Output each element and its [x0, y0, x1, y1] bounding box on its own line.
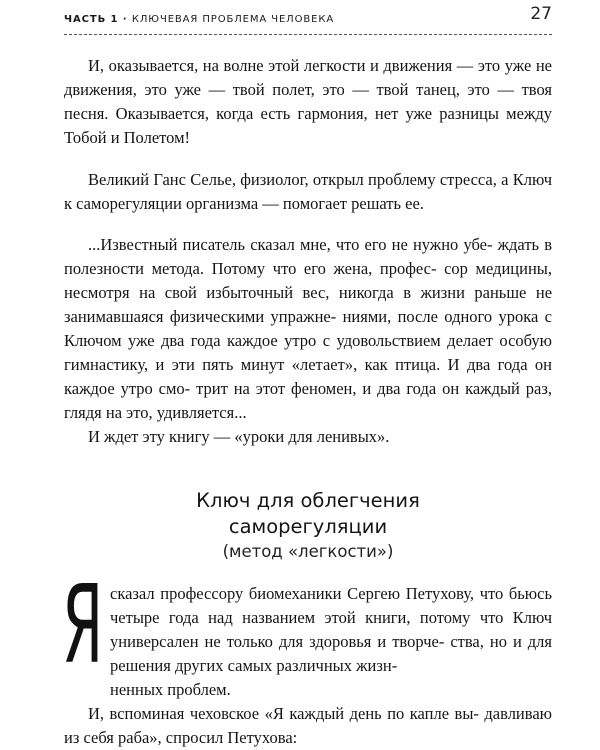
paragraph-text — [110, 582, 552, 678]
line: что Ключ универсален не только для здоровья и творче- — [110, 608, 553, 651]
line: утро с удовольствием делает особую гимнастику, и эти пять — [64, 331, 552, 374]
section-paragraph-1-wrapped — [110, 582, 552, 678]
line: это уже не движения, это уже — твой полет, это — твой — [64, 56, 552, 99]
paragraph-3 — [64, 233, 552, 449]
paragraph-2 — [64, 168, 552, 216]
line: ненных проблем. — [110, 680, 231, 699]
line: ниями, после одного урока с Ключом уже два года каждое — [64, 307, 552, 350]
section-heading — [64, 488, 552, 564]
paragraph-text — [64, 233, 552, 425]
page-number: 27 — [530, 4, 552, 24]
paragraph-text — [64, 702, 552, 750]
line: И ждет эту книгу — «уроки для ленивых». — [88, 427, 390, 446]
line: бьюсь четыре года над названием этой книги, потому — [110, 584, 552, 627]
line: ства, но и для решения других самых различных жизн- — [110, 632, 553, 675]
line: давливаю из себя раба», спросил Петухова: — [64, 704, 552, 747]
paragraph-text — [110, 678, 552, 702]
line: И, вспоминая чеховское «Я каждый день по капле вы- — [88, 704, 479, 723]
line: ждать в полезности метода. Потому что его жена, профес- — [64, 235, 552, 278]
line: Великий Ганс Селье, физиолог, открыл проблему стресса, — [88, 170, 497, 189]
line: минут «летает», как птица. И два года он каждое утро смо- — [64, 355, 552, 398]
part-label: ЧАСТЬ 1 — [64, 14, 119, 25]
drop-cap: Я — [62, 563, 104, 688]
line: ...Известный писатель сказал мне, что его не нужно убе- — [88, 235, 493, 254]
paragraph-text — [64, 168, 552, 216]
section-title-line2: саморегуляции — [228, 515, 388, 538]
line: И, оказывается, на волне этой легкости и движения — — [88, 56, 474, 75]
chapter-title: КЛЮЧЕВАЯ ПРОБЛЕМА ЧЕЛОВЕКА — [131, 14, 335, 25]
section-paragraph-2 — [64, 702, 552, 750]
line: сказал профессору биомеханики Сергею Петухову, что — [110, 584, 504, 603]
line: а Ключ к саморегуляции организма — помогает решать ее. — [64, 170, 553, 213]
line: это, удивляется... — [126, 403, 247, 422]
line: трит на этот феномен, и два года он каждый раз, глядя на — [64, 379, 553, 422]
section-title-line1: Ключ для облегчения — [196, 489, 420, 512]
paragraph-text — [64, 54, 552, 150]
header-divider — [64, 34, 552, 35]
paragraph-text — [64, 425, 552, 449]
header-separator: · — [122, 14, 128, 25]
line: танец, это — твоя песня. Оказывается, когда есть гармония, — [64, 80, 553, 123]
line: в жизни раньше не занимавшаяся физическими упражне- — [64, 283, 553, 326]
section-paragraph-1-end — [110, 678, 552, 702]
section-subtitle: (метод «легкости») — [222, 542, 394, 561]
line: сор медицины, несмотря на свой избыточный вес, никогда — [64, 259, 552, 302]
running-head — [64, 14, 334, 25]
paragraph-1 — [64, 54, 552, 150]
line: нет уже разницы между Тобой и Полетом! — [64, 104, 552, 147]
